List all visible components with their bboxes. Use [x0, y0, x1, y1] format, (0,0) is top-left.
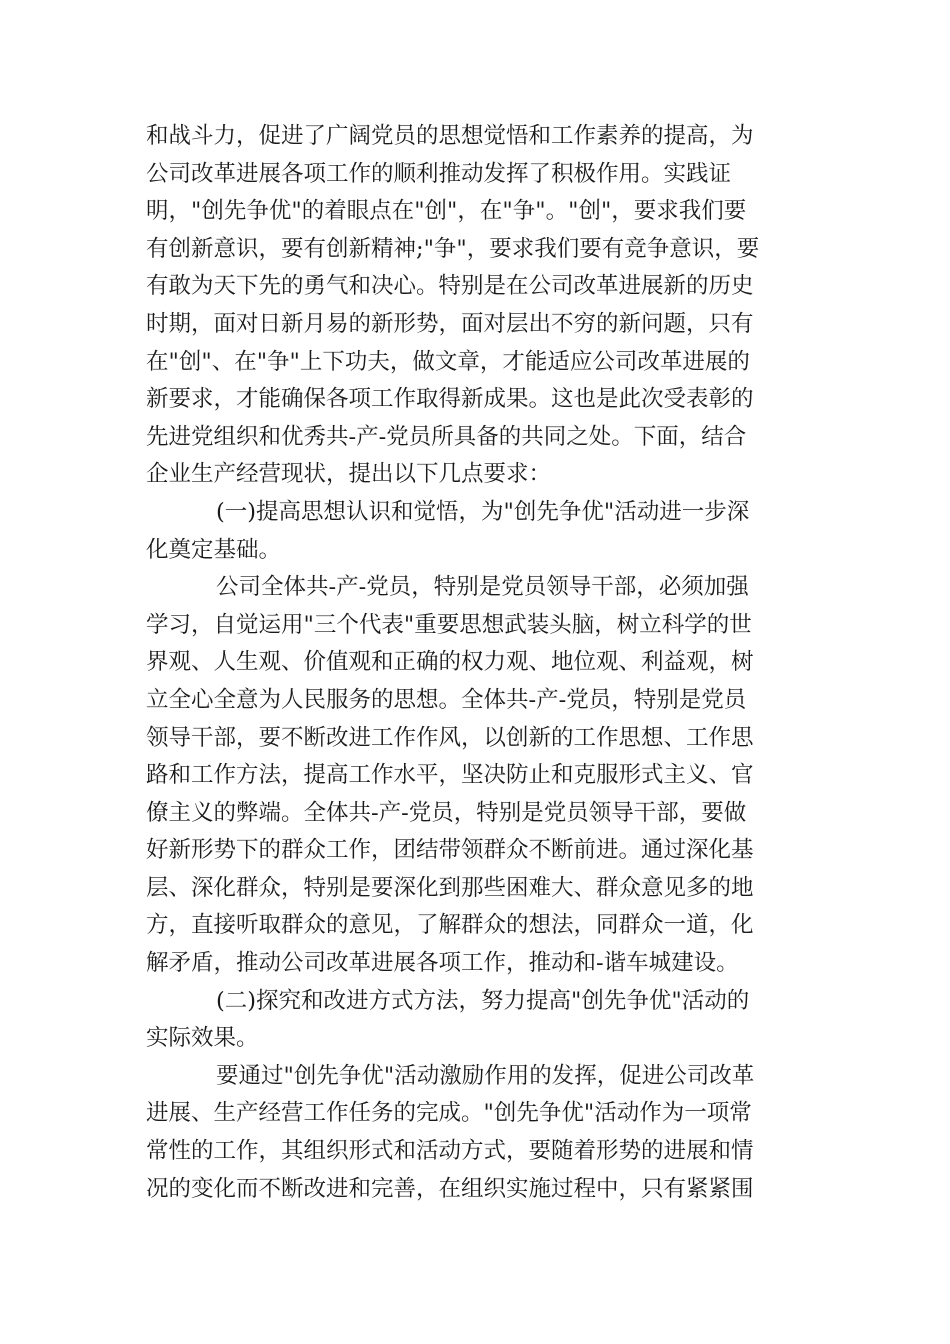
- text-line: 化奠定基础。: [146, 536, 282, 563]
- text-line: 界观、人生观、价值观和正确的权力观、地位观、利益观，树: [146, 649, 754, 676]
- text-line: 好新形势下的群众工作，团结带领群众不断前进。通过深化基: [146, 837, 754, 864]
- text-line: 明，"创先争优"的着眼点在"创"，在"争"。"创"，要求我们要: [146, 198, 747, 225]
- text-line: 况的变化而不断改进和完善，在组织实施过程中，只有紧紧围: [146, 1175, 754, 1202]
- body-text: [146, 118, 806, 1208]
- text-line: 实际效果。: [146, 1025, 259, 1052]
- text-line: 有创新意识，要有创新精神;"争"，要求我们要有竞争意识，要: [146, 235, 760, 262]
- text-line: 进展、生产经营工作任务的完成。"创先争优"活动作为一项常: [146, 1100, 752, 1127]
- text-line: 学习，自觉运用"三个代表"重要思想武装头脑，树立科学的世: [146, 611, 752, 638]
- text-line: 立全心全意为人民服务的思想。全体共-产-党员，特别是党员: [146, 686, 747, 713]
- text-line: 领导干部，要不断改进工作作风，以创新的工作思想、工作思: [146, 724, 754, 751]
- text-line: 常性的工作，其组织形式和活动方式，要随着形势的进展和情: [146, 1138, 754, 1165]
- text-line: 方，直接听取群众的意见，了解群众的想法，同群众一道，化: [146, 912, 754, 939]
- text-line: 和战斗力，促进了广阔党员的思想觉悟和工作素养的提高，为: [146, 123, 754, 149]
- text-line: 公司改革进展各项工作的顺利推动发挥了积极作用。实践证: [146, 160, 732, 187]
- paragraph-first-line: 要通过"创先争优"活动激励作用的发挥，促进公司改革: [216, 1062, 755, 1089]
- paragraph-first-line: 公司全体共-产-党员，特别是党员领导干部，必须加强: [216, 574, 749, 601]
- paragraph-first-line: (一)提高思想认识和觉悟，为"创先争优"活动进一步深: [216, 498, 750, 525]
- text-line: 解矛盾，推动公司改革进展各项工作，推动和-谐车城建设。: [146, 950, 739, 977]
- text-line: 路和工作方法，提高工作水平，坚决防止和克服形式主义、官: [146, 762, 754, 789]
- paragraph-first-line: (二)探究和改进方式方法，努力提高"创先争优"活动的: [216, 987, 750, 1014]
- text-line: 层、深化群众，特别是要深化到那些困难大、群众意见多的地: [146, 874, 754, 901]
- text-line: 有敢为天下先的勇气和决心。特别是在公司改革进展新的历史: [146, 273, 754, 300]
- text-line: 在"创"、在"争"上下功夫，做文章，才能适应公司改革进展的: [146, 348, 750, 375]
- text-line: 僚主义的弊端。全体共-产-党员，特别是党员领导干部，要做: [146, 799, 747, 826]
- text-line: 时期，面对日新月易的新形势，面对层出不穷的新问题，只有: [146, 310, 754, 337]
- text-line: 先进党组织和优秀共-产-党员所具备的共同之处。下面，结合: [146, 423, 747, 450]
- text-line: 企业生产经营现状，提出以下几点要求：: [146, 461, 552, 488]
- text-line: 新要求，才能确保各项工作取得新成果。这也是此次受表彰的: [146, 386, 754, 413]
